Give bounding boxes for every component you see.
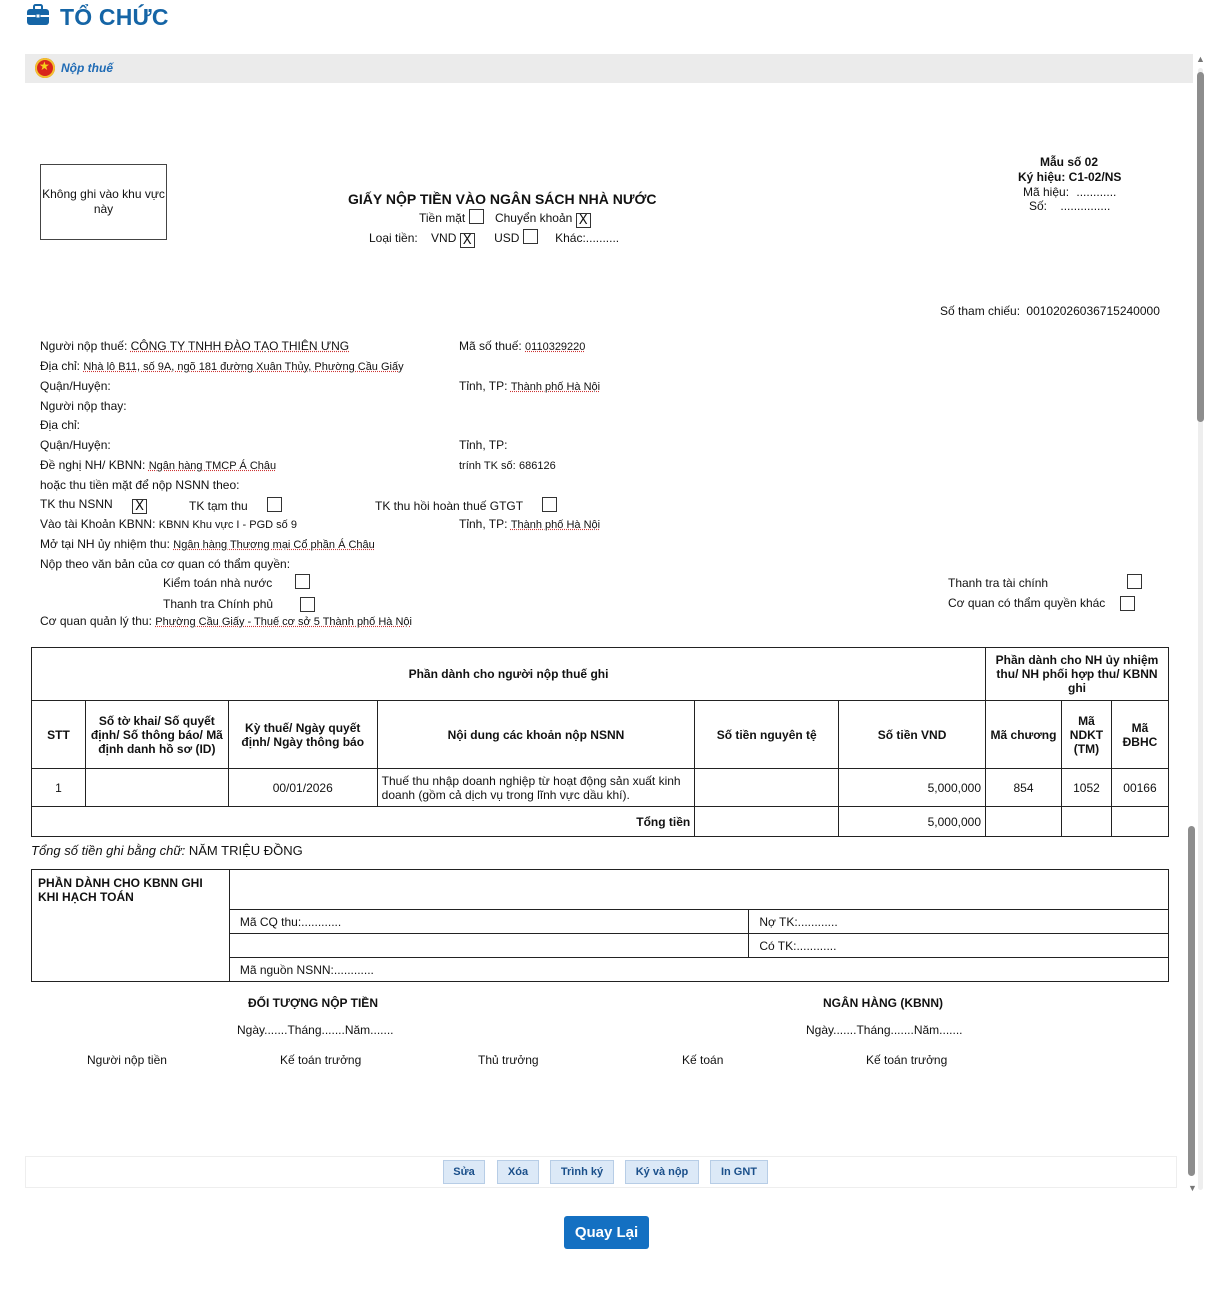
cell-ndkt: 1052 xyxy=(1061,769,1111,807)
col-chapter: Mã chương xyxy=(986,701,1062,769)
bank-request-row xyxy=(40,458,276,472)
kbnn-account-label: Vào tài Khoản KBNN: xyxy=(40,517,156,531)
refund-checkbox[interactable] xyxy=(542,497,557,512)
opened-at-row xyxy=(40,537,375,551)
so-value: ............... xyxy=(1060,199,1111,213)
audit-label: Kiểm toán nhà nước xyxy=(163,576,273,590)
template-code: Ký hiệu: C1-02/NS xyxy=(1018,170,1122,184)
col-vnd: Số tiền VND xyxy=(839,701,986,769)
reference-value: 00102026036715240000 xyxy=(1026,304,1160,318)
other-currency-label: Khác:.......... xyxy=(555,231,620,245)
address-value: Nhà lô B11, số 9A, ngõ 181 đường Xuân Thủy, Phường Cầu Giấy xyxy=(83,361,404,373)
col-doc: Số tờ khai/ Số quyết định/ Số thông báo/ Mã định danh hồ sơ (ID) xyxy=(85,701,228,769)
total-label: Tổng tiền xyxy=(32,807,695,837)
cash-note: hoặc thu tiền mặt để nộp NSNN theo: xyxy=(40,478,240,492)
col-stt: STT xyxy=(32,701,86,769)
kbnn-co-tk: Có TK:............ xyxy=(749,934,1169,958)
scroll-up-icon[interactable]: ▲ xyxy=(1196,54,1205,64)
cell-foreign xyxy=(695,769,839,807)
col-ndkt: Mã NDKT (TM) xyxy=(1061,701,1111,769)
kbnn-empty xyxy=(229,934,749,958)
gov-inspect-label: Thanh tra Chính phủ xyxy=(163,597,274,611)
amount-in-words xyxy=(31,843,303,858)
cash-checkbox[interactable] xyxy=(469,209,484,224)
breadcrumb-bar xyxy=(25,54,1193,83)
taxpayer-value: CÔNG TY TNHH ĐÀO TẠO THIÊN ƯNG xyxy=(130,339,350,353)
briefcase-icon xyxy=(26,4,50,26)
payment-table xyxy=(31,647,1169,837)
authority-note: Nộp theo văn bản của cơ quan có thẩm quyền: xyxy=(40,557,291,571)
scroll-down-icon[interactable]: ▼ xyxy=(1188,1183,1197,1193)
address2-label: Địa chỉ: xyxy=(40,418,81,432)
total-foreign xyxy=(695,807,839,837)
fin-inspect-label: Thanh tra tài chính xyxy=(948,576,1049,590)
template-number: Mẫu số 02 xyxy=(1040,155,1099,169)
nsnn-label: TK thu NSNN xyxy=(40,497,113,511)
stamp-box: Không ghi vào khu vực này xyxy=(40,164,167,240)
total-ndkt xyxy=(1061,807,1111,837)
cell-period: 00/01/2026 xyxy=(228,769,377,807)
account-label: trính TK số: xyxy=(459,460,516,472)
kbnn-table xyxy=(31,869,1169,982)
col-foreign: Số tiền nguyên tệ xyxy=(695,701,839,769)
account-row xyxy=(459,458,556,472)
temp-label: TK tạm thu xyxy=(189,499,248,513)
opened-at-label: Mở tại NH ủy nhiệm thu: xyxy=(40,537,170,551)
back-button[interactable]: Quay Lại xyxy=(564,1216,649,1249)
kbnn-ma-nguon: Mã nguồn NSNN:............ xyxy=(229,958,1168,982)
sign-payer: Người nộp tiền xyxy=(87,1053,167,1067)
kbnn-account-value: KBNN Khu vực I - PGD số 9 xyxy=(158,519,297,531)
payment-method-row xyxy=(419,209,591,228)
vnd-checkbox[interactable]: X xyxy=(460,233,475,248)
template-ma-hieu xyxy=(1023,185,1116,199)
other-authority-label: Cơ quan có thẩm quyền khác xyxy=(948,596,1106,610)
payer-section-title: ĐỐI TƯỢNG NỘP TIỀN xyxy=(248,996,378,1010)
taxpayer-section-header: Phần dành cho người nộp thuế ghi xyxy=(32,648,986,701)
address-row xyxy=(40,359,404,373)
reference-label: Số tham chiếu: xyxy=(940,304,1021,318)
col-dbhc: Mã ĐBHC xyxy=(1111,701,1168,769)
edit-button[interactable]: Sửa xyxy=(443,1160,485,1184)
template-so xyxy=(1029,199,1110,213)
nsnn-account-option xyxy=(40,497,147,514)
account-value: 686126 xyxy=(519,460,556,472)
amount-in-words-value: NĂM TRIỆU ĐỒNG xyxy=(188,843,303,858)
currency-row xyxy=(369,229,619,248)
cell-chapter: 854 xyxy=(986,769,1062,807)
temp-checkbox[interactable] xyxy=(267,497,282,512)
manager-row xyxy=(40,614,412,628)
transfer-checkbox[interactable]: X xyxy=(576,213,591,228)
submit-sign-button[interactable]: Trình ký xyxy=(550,1160,614,1184)
fin-inspect-checkbox[interactable] xyxy=(1127,574,1142,589)
cell-doc xyxy=(85,769,228,807)
kbnn-no-tk: Nợ TK:............ xyxy=(749,910,1169,934)
address-label: Địa chỉ: xyxy=(40,359,81,373)
district-label: Quận/Huyện: xyxy=(40,379,111,393)
breadcrumb-nop-thue[interactable]: Nộp thuế xyxy=(61,61,113,75)
bank-request-label: Đề nghị NH/ KBNN: xyxy=(40,458,146,472)
kbnn-title: PHẦN DÀNH CHO KBNN GHI KHI HẠCH TOÁN xyxy=(32,870,230,982)
taxpayer-row xyxy=(40,339,349,353)
tax-code-value: 0110329220 xyxy=(525,341,586,353)
transfer-label: Chuyển khoản xyxy=(494,211,573,225)
sign-bank-chief-accountant: Kế toán trưởng xyxy=(866,1053,948,1067)
page-title: TỔ CHỨC xyxy=(60,4,169,30)
reference-number xyxy=(940,304,1160,318)
kbnn-account-row xyxy=(40,517,297,531)
bank-section-title: NGÂN HÀNG (KBNN) xyxy=(823,996,943,1010)
payer-on-behalf-label: Người nộp thay: xyxy=(40,399,127,413)
taxpayer-label: Người nộp thuế: xyxy=(40,339,128,353)
scroll-thumb[interactable] xyxy=(1197,72,1204,422)
print-gnt-button[interactable]: In GNT xyxy=(710,1160,768,1184)
sign-chief-accountant: Kế toán trưởng xyxy=(280,1053,362,1067)
col-period: Kỳ thuế/ Ngày quyết định/ Ngày thông báo xyxy=(228,701,377,769)
ma-hieu-value: ............ xyxy=(1076,185,1117,199)
cell-vnd: 5,000,000 xyxy=(839,769,986,807)
other-authority-checkbox[interactable] xyxy=(1120,596,1135,611)
total-dbhc xyxy=(1111,807,1168,837)
gov-inspect-checkbox[interactable] xyxy=(300,597,315,612)
district2-label: Quận/Huyện: xyxy=(40,438,111,452)
manager-value: Phường Cầu Giấy - Thuế cơ sở 5 Thành phố Hà Nội xyxy=(155,616,412,628)
province-value: Thành phố Hà Nội xyxy=(510,381,601,393)
total-chapter xyxy=(986,807,1062,837)
cell-stt: 1 xyxy=(32,769,86,807)
refund-label: TK thu hồi hoàn thuế GTGT xyxy=(375,499,523,513)
manager-label: Cơ quan quản lý thu: xyxy=(40,614,152,628)
nsnn-checkbox[interactable]: X xyxy=(132,499,147,514)
table-row xyxy=(32,769,1169,807)
form-title: GIẤY NỘP TIỀN VÀO NGÂN SÁCH NHÀ NƯỚC xyxy=(348,191,657,207)
col-content: Nội dung các khoản nộp NSNN xyxy=(377,701,695,769)
audit-checkbox[interactable] xyxy=(295,574,310,589)
amount-in-words-label: Tổng số tiền ghi bằng chữ: xyxy=(31,843,186,858)
bank-request-value: Ngân hàng TMCP Á Châu xyxy=(148,460,277,472)
so-label: Số: xyxy=(1029,199,1048,213)
usd-checkbox[interactable] xyxy=(523,229,538,244)
sign-and-pay-button[interactable]: Ký và nộp xyxy=(625,1160,699,1184)
bank-date: Ngày.......Tháng.......Năm....... xyxy=(806,1023,963,1037)
delete-button[interactable]: Xóa xyxy=(497,1160,539,1184)
cell-content: Thuế thu nhập doanh nghiệp từ hoạt động sản xuất kinh doanh (gồm cả dịch vụ trong lĩnh vực dầu khí). xyxy=(377,769,695,807)
bank-section-header: Phần dành cho NH ủy nhiệm thu/ NH phối hợp thu/ KBNN ghi xyxy=(986,648,1169,701)
usd-label: USD xyxy=(494,231,520,245)
vnd-label: VND xyxy=(431,231,457,245)
cell-dbhc: 00166 xyxy=(1111,769,1168,807)
currency-label: Loại tiền: xyxy=(369,231,418,245)
ma-hieu-label: Mã hiệu: xyxy=(1023,185,1070,199)
refund-account-option xyxy=(375,497,557,513)
vertical-scrollbar[interactable] xyxy=(1188,54,1206,1196)
kbnn-province-label: Tỉnh, TP: xyxy=(459,517,508,531)
kbnn-blank xyxy=(229,870,1168,910)
payer-date: Ngày.......Tháng.......Năm....... xyxy=(237,1023,394,1037)
national-emblem-icon xyxy=(35,58,55,78)
sign-head: Thủ trưởng xyxy=(478,1053,539,1067)
province-row xyxy=(459,379,600,393)
scroll-thumb-inner[interactable] xyxy=(1188,826,1195,1176)
kbnn-province-row xyxy=(459,517,600,531)
kbnn-province-value: Thành phố Hà Nội xyxy=(510,519,601,531)
opened-at-value: Ngân hàng Thương mại Cổ phần Á Châu xyxy=(173,539,375,551)
temp-account-option xyxy=(189,497,282,513)
sign-accountant: Kế toán xyxy=(682,1053,724,1067)
province2-label: Tỉnh, TP: xyxy=(459,438,508,452)
tax-code-row xyxy=(459,339,585,353)
total-vnd: 5,000,000 xyxy=(839,807,986,837)
province-label: Tỉnh, TP: xyxy=(459,379,508,393)
tax-code-label: Mã số thuế: xyxy=(459,339,522,353)
cash-label: Tiền mặt xyxy=(419,211,466,225)
kbnn-ma-cq: Mã CQ thu:............ xyxy=(229,910,749,934)
